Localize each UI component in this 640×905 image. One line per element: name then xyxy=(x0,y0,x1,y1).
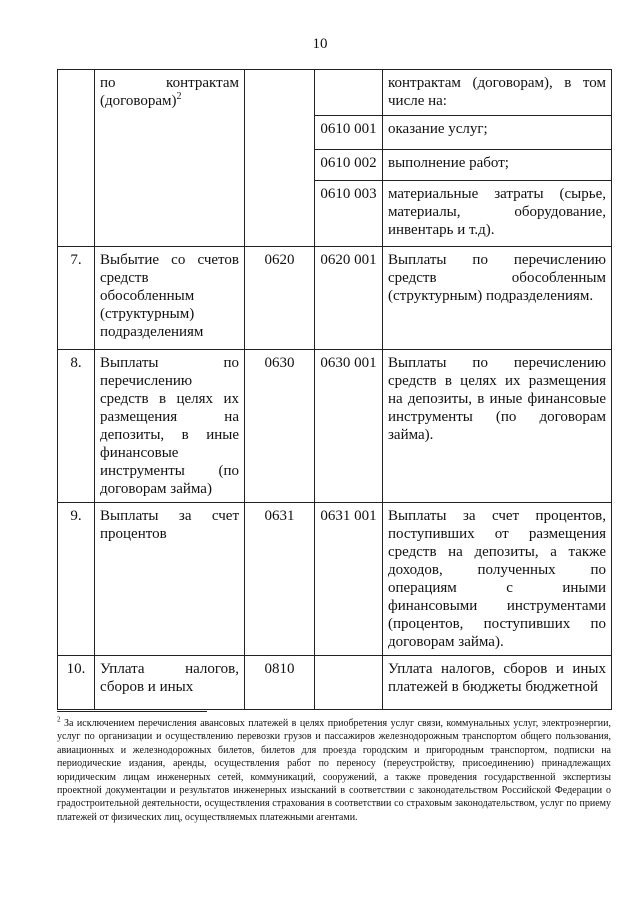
row-number xyxy=(58,70,95,247)
row-description: выполнение работ; xyxy=(383,150,612,181)
row-number: 7. xyxy=(58,247,95,350)
table-row xyxy=(58,656,612,710)
page-number: 10 xyxy=(312,36,328,52)
row-code: 0631 xyxy=(245,503,315,656)
row-description: материальные затраты (сырье, материалы, оборудование, инвентарь и т.д). xyxy=(383,181,612,247)
footnote xyxy=(57,717,611,824)
footnote-text: За исключением перечисления авансовых платежей в целях приобретения услуг связи, коммунальных услуг, электроэнергии, услуг по организации и осуществлению перевозки грузов и пассажиров железнодорожным транспортом общего пользования, авиационных и железнодорожных билетов, билетов для проезда городским и пригородным транспортом, подписки на периодические издания, аренды, осуществления работ по переносу (переустройству, присоединению) принадлежащих юридическим лицам инженерных сетей, коммуникаций, сооружений, а также проведения государственной экспертизы проектной документации и результатов инженерных изысканий в соответствии с законодательством Российской Федерации о градостроительной деятельности, осуществления страхования в соответствии со страховым законодательством, услуг по приему платежей от физических лиц, осуществляемых платежными агентами. xyxy=(57,718,611,823)
payments-table xyxy=(57,69,612,710)
row-subcode xyxy=(315,70,383,116)
row-number: 10. xyxy=(58,656,95,710)
row-number: 9. xyxy=(58,503,95,656)
row-name-text: по контрактам (договорам) xyxy=(100,75,239,109)
footnote-separator xyxy=(57,711,207,712)
row-name: Выплаты за счет процентов xyxy=(95,503,245,656)
row-name: Уплата налогов, сборов и иных xyxy=(95,656,245,710)
row-code: 0810 xyxy=(245,656,315,710)
row-number: 8. xyxy=(58,350,95,503)
row-subcode: 0620 001 xyxy=(315,247,383,350)
row-subcode xyxy=(315,656,383,710)
row-code xyxy=(245,70,315,247)
row-subcode: 0631 001 xyxy=(315,503,383,656)
row-subcode: 0630 001 xyxy=(315,350,383,503)
row-description: Уплата налогов, сборов и иных платежей в бюджеты бюджетной xyxy=(383,656,612,710)
row-subcode: 0610 003 xyxy=(315,181,383,247)
table-row xyxy=(58,503,612,656)
row-description: контрактам (договорам), в том числе на: xyxy=(383,70,612,116)
row-name: Выбытие со счетов средств обособленным (структурным) подразделениям xyxy=(95,247,245,350)
footnote-marker: 2 xyxy=(57,715,61,724)
table-row xyxy=(58,350,612,503)
row-code: 0630 xyxy=(245,350,315,503)
row-description: Выплаты за счет процентов, поступивших от размещения средств на депозиты, а также доходов, полученных по операциям с иными финансовыми инструментами (процентов, поступивших по договорам займа). xyxy=(383,503,612,656)
row-description: Выплаты по перечислению средств обособленным (структурным) подразделениям. xyxy=(383,247,612,350)
row-name: Выплаты по перечислению средств в целях их размещения на депозиты, в иные финансовые инструменты (по договорам займа) xyxy=(95,350,245,503)
footnote-ref: 2 xyxy=(176,91,182,102)
table-row xyxy=(58,247,612,350)
row-name xyxy=(95,70,245,247)
row-description: Выплаты по перечислению средств в целях их размещения на депозиты, в иные финансовые инструменты (по договорам займа). xyxy=(383,350,612,503)
row-code: 0620 xyxy=(245,247,315,350)
row-description: оказание услуг; xyxy=(383,116,612,150)
row-subcode: 0610 002 xyxy=(315,150,383,181)
row-subcode: 0610 001 xyxy=(315,116,383,150)
table-row xyxy=(58,70,612,116)
